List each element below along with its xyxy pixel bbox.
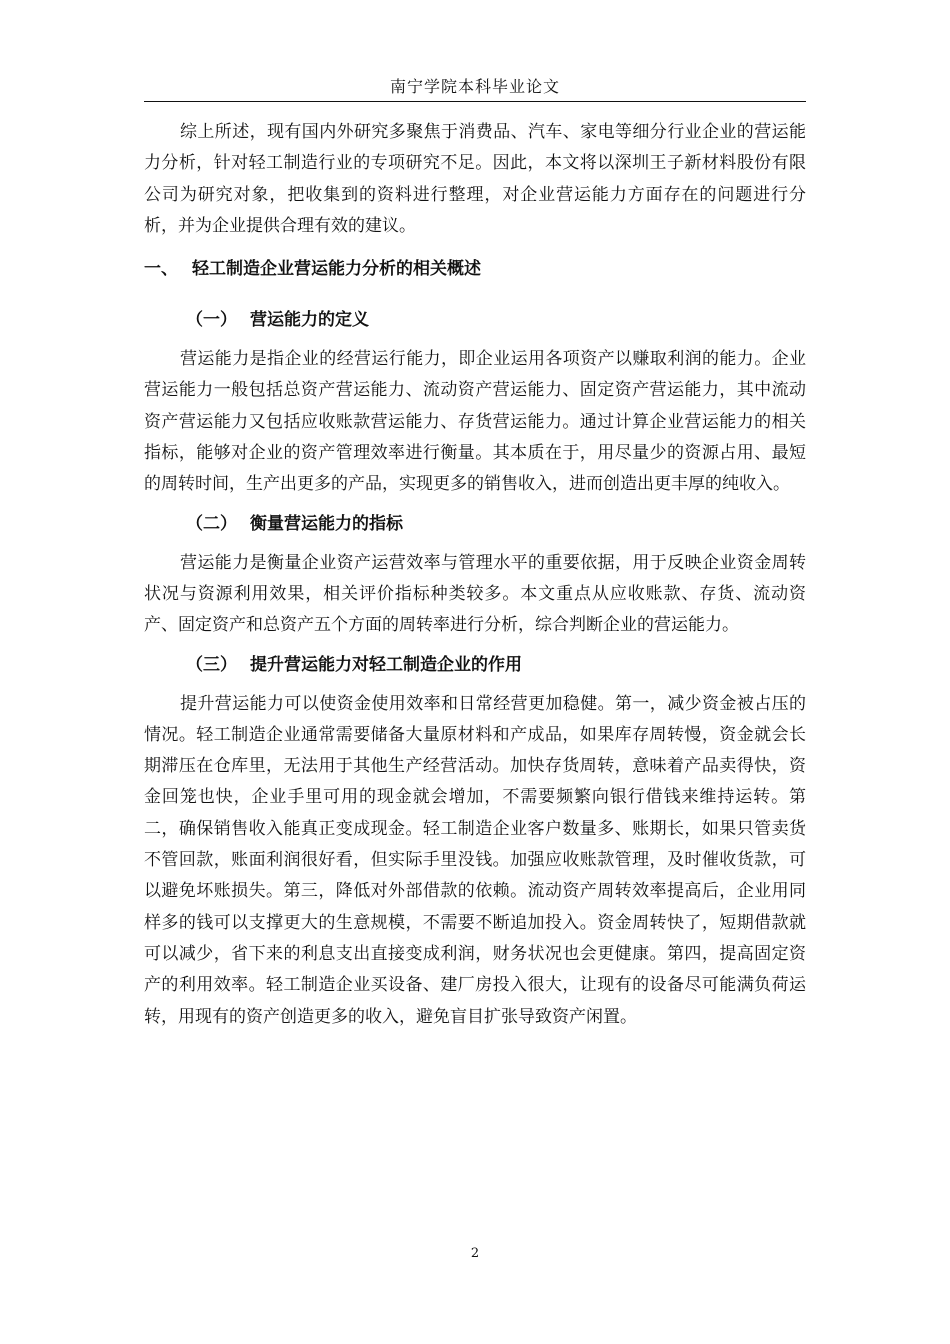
intro-paragraph: 综上所述，现有国内外研究多聚焦于消费品、汽车、家电等细分行业企业的营运能力分析，针对轻工制造行业的专项研究不足。因此，本文将以深圳王子新材料股份有限公司为研究对象，把收集到的资料进行整理，对企业营运能力方面存在的问题进行分析，并为企业提供合理有效的建议。 — [144, 122, 806, 236]
subsection-number: （二） — [186, 513, 237, 534]
subsection-title: 营运能力的定义 — [250, 310, 369, 331]
subsection-title: 提升营运能力对轻工制造企业的作用 — [250, 654, 522, 675]
indicators-paragraph: 营运能力是衡量企业资产运营效率与管理水平的重要依据，用于反映企业资金周转状况与资源利用效果，相关评价指标种类较多。本文重点从应收账款、存货、流动资产、固定资产和总资产五个方面的周转率进行分析，综合判断企业的营运能力。 — [144, 552, 806, 636]
running-header: 南宁学院本科毕业论文 — [389, 77, 560, 96]
header-divider — [144, 101, 806, 102]
section-title: 轻工制造企业营运能力分析的相关概述 — [192, 259, 481, 280]
subsection-number: （三） — [186, 654, 237, 675]
role-paragraph: 提升营运能力可以使资金使用效率和日常经营更加稳健。第一，减少资金被占压的情况。轻工制造企业通常需要储备大量原材料和产成品，如果库存周转慢，资金就会长期滞压在仓库里，无法用于其他生产经营活动。加快存货周转，意味着产品卖得快，资金回笼也快，企业手里可用的现金就会增加，不需要频繁向银行借钱来维持运转。第二，确保销售收入能真正变成现金。轻工制造企业客户数量多、账期长，如果只管卖货不管回款，账面利润很好看，但实际手里没钱。加强应收账款管理，及时催收货款，可以避免坏账损失。第三，降低对外部借款的依赖。流动资产周转效率提高后，企业用同样多的钱可以支撑更大的生意规模，不需要不断追加投入。资金周转快了，短期借款就可以减少，省下来的利息支出直接变成利润，财务状况也会更健康。第四，提高固定资产的利用效率。轻工制造企业买设备、建厂房投入很大，让现有的设备尽可能满负荷运转，用现有的资产创造更多的收入，避免盲目扩张导致资产闲置。 — [144, 693, 806, 1027]
subsection-title: 衡量营运能力的指标 — [250, 513, 403, 534]
subsection-heading-1 — [144, 296, 806, 344]
page-body — [144, 117, 806, 1033]
section-heading — [144, 242, 806, 296]
subsection-heading-2 — [144, 501, 806, 548]
subsection-number: （一） — [186, 310, 237, 331]
section-number: 一、 — [144, 259, 178, 280]
subsection-heading-3 — [144, 642, 806, 689]
definition-paragraph: 营运能力是指企业的经营运行能力，即企业运用各项资产以赚取利润的能力。企业营运能力一般包括总资产营运能力、流动资产营运能力、固定资产营运能力，其中流动资产营运能力又包括应收账款营运能力、存货营运能力。通过计算企业营运能力的相关指标，能够对企业的资产管理效率进行衡量。其本质在于，用尽量少的资源占用、最短的周转时间，生产出更多的产品，实现更多的销售收入，进而创造出更丰厚的纯收入。 — [144, 349, 806, 495]
page-number: 2 — [470, 1246, 480, 1261]
